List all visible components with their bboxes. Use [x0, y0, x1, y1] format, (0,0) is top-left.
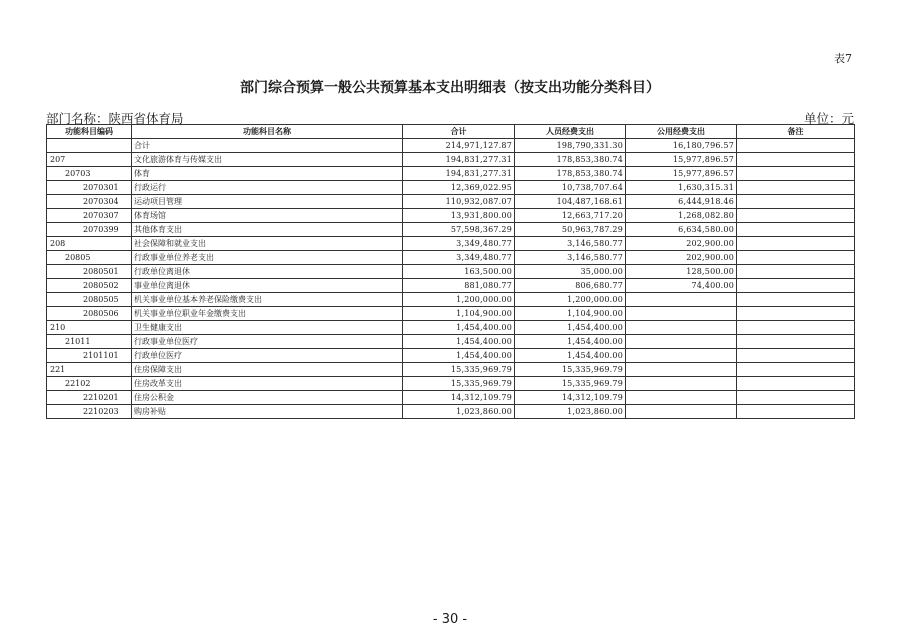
row-personnel: 104,487,168.61 [515, 195, 626, 209]
table-row [47, 209, 855, 223]
row-public: 74,400.00 [626, 279, 737, 293]
row-public: 15,977,896.57 [626, 167, 737, 181]
row-total: 3,349,480.77 [403, 237, 515, 251]
department-label: 部门名称：陕西省体育局 [46, 111, 184, 126]
row-total: 1,104,900.00 [403, 307, 515, 321]
table-row [47, 265, 855, 279]
header-note: 备注 [737, 125, 855, 139]
budget-table [46, 124, 855, 419]
row-total: 12,369,022.95 [403, 181, 515, 195]
row-total: 881,080.77 [403, 279, 515, 293]
table-row [47, 279, 855, 293]
row-total: 110,932,087.07 [403, 195, 515, 209]
row-public: 16,180,796.57 [626, 139, 737, 153]
row-total: 15,335,969.79 [403, 363, 515, 377]
row-total: 163,500.00 [403, 265, 515, 279]
row-name: 体育 [132, 167, 403, 181]
row-code: 20805 [47, 251, 132, 265]
row-note [737, 251, 855, 265]
header-name: 功能科目名称 [132, 125, 403, 139]
row-public [626, 349, 737, 363]
table-row [47, 153, 855, 167]
row-note [737, 139, 855, 153]
row-name: 住房保障支出 [132, 363, 403, 377]
table-row [47, 293, 855, 307]
table-row [47, 307, 855, 321]
header-total: 合计 [403, 125, 515, 139]
row-public: 202,900.00 [626, 237, 737, 251]
row-note [737, 377, 855, 391]
row-note [737, 307, 855, 321]
row-note [737, 349, 855, 363]
table-row [47, 405, 855, 419]
row-personnel: 1,104,900.00 [515, 307, 626, 321]
table-row [47, 139, 855, 153]
row-public [626, 335, 737, 349]
row-personnel: 15,335,969.79 [515, 363, 626, 377]
row-name: 机关事业单位职业年金缴费支出 [132, 307, 403, 321]
row-code: 2101101 [47, 349, 132, 363]
row-code: 2070304 [47, 195, 132, 209]
row-note [737, 335, 855, 349]
row-total: 1,454,400.00 [403, 335, 515, 349]
row-note [737, 405, 855, 419]
row-total: 1,023,860.00 [403, 405, 515, 419]
row-note [737, 265, 855, 279]
row-public: 1,630,315.31 [626, 181, 737, 195]
table-row [47, 349, 855, 363]
row-code: 22102 [47, 377, 132, 391]
row-name: 社会保障和就业支出 [132, 237, 403, 251]
row-personnel: 198,790,331.30 [515, 139, 626, 153]
row-code: 2210203 [47, 405, 132, 419]
row-name: 行政运行 [132, 181, 403, 195]
table-row [47, 167, 855, 181]
row-note [737, 363, 855, 377]
row-personnel: 3,146,580.77 [515, 251, 626, 265]
row-personnel: 15,335,969.79 [515, 377, 626, 391]
page-number: - 30 - [432, 612, 468, 627]
row-code: 2080506 [47, 307, 132, 321]
row-total: 1,454,400.00 [403, 321, 515, 335]
table-row [47, 363, 855, 377]
row-name: 事业单位离退休 [132, 279, 403, 293]
row-total: 194,831,277.31 [403, 167, 515, 181]
table-row [47, 335, 855, 349]
row-name: 文化旅游体育与传媒支出 [132, 153, 403, 167]
row-note [737, 153, 855, 167]
table-row [47, 195, 855, 209]
row-total: 15,335,969.79 [403, 377, 515, 391]
row-code: 2080501 [47, 265, 132, 279]
row-code: 2070301 [47, 181, 132, 195]
row-public: 6,444,918.46 [626, 195, 737, 209]
unit-label: 单位：元 [803, 111, 854, 126]
row-name: 行政单位医疗 [132, 349, 403, 363]
row-total: 194,831,277.31 [403, 153, 515, 167]
row-public: 1,268,082.80 [626, 209, 737, 223]
row-name: 体育场馆 [132, 209, 403, 223]
row-code: 2070399 [47, 223, 132, 237]
row-name: 合计 [132, 139, 403, 153]
row-code [47, 139, 132, 153]
row-total: 14,312,109.79 [403, 391, 515, 405]
row-name: 购房补贴 [132, 405, 403, 419]
row-note [737, 391, 855, 405]
row-code: 207 [47, 153, 132, 167]
row-public: 128,500.00 [626, 265, 737, 279]
row-total: 1,200,000.00 [403, 293, 515, 307]
row-name: 其他体育支出 [132, 223, 403, 237]
row-name: 行政单位离退休 [132, 265, 403, 279]
row-name: 行政事业单位医疗 [132, 335, 403, 349]
row-code: 2080505 [47, 293, 132, 307]
row-name: 住房公积金 [132, 391, 403, 405]
row-public [626, 405, 737, 419]
row-public [626, 307, 737, 321]
table-row [47, 391, 855, 405]
row-personnel: 14,312,109.79 [515, 391, 626, 405]
row-name: 卫生健康支出 [132, 321, 403, 335]
row-public [626, 363, 737, 377]
row-total: 13,931,800.00 [403, 209, 515, 223]
row-note [737, 279, 855, 293]
table-row [47, 237, 855, 251]
row-personnel: 178,853,380.74 [515, 167, 626, 181]
page-title: 部门综合预算一般公共预算基本支出明细表（按支出功能分类科目） [240, 80, 660, 96]
table-row [47, 251, 855, 265]
row-personnel: 50,963,787.29 [515, 223, 626, 237]
header-public: 公用经费支出 [626, 125, 737, 139]
row-note [737, 223, 855, 237]
row-total: 57,598,367.29 [403, 223, 515, 237]
row-code: 221 [47, 363, 132, 377]
row-personnel: 10,738,707.64 [515, 181, 626, 195]
row-public: 15,977,896.57 [626, 153, 737, 167]
table-number: 表7 [834, 52, 852, 65]
row-code: 20703 [47, 167, 132, 181]
row-name: 运动项目管理 [132, 195, 403, 209]
row-personnel: 3,146,580.77 [515, 237, 626, 251]
row-note [737, 293, 855, 307]
row-public [626, 391, 737, 405]
row-name: 行政事业单位养老支出 [132, 251, 403, 265]
row-total: 1,454,400.00 [403, 349, 515, 363]
row-note [737, 181, 855, 195]
row-name: 住房改革支出 [132, 377, 403, 391]
row-public [626, 377, 737, 391]
row-note [737, 237, 855, 251]
row-total: 214,971,127.87 [403, 139, 515, 153]
row-code: 2070307 [47, 209, 132, 223]
header-code: 功能科目编码 [47, 125, 132, 139]
table-row [47, 181, 855, 195]
row-note [737, 167, 855, 181]
row-total: 3,349,480.77 [403, 251, 515, 265]
row-personnel: 806,680.77 [515, 279, 626, 293]
table-row [47, 377, 855, 391]
row-code: 210 [47, 321, 132, 335]
row-name: 机关事业单位基本养老保险缴费支出 [132, 293, 403, 307]
table-row [47, 223, 855, 237]
row-personnel: 1,023,860.00 [515, 405, 626, 419]
row-public [626, 321, 737, 335]
row-code: 2080502 [47, 279, 132, 293]
row-code: 208 [47, 237, 132, 251]
row-personnel: 12,663,717.20 [515, 209, 626, 223]
header-personnel: 人员经费支出 [515, 125, 626, 139]
row-personnel: 1,200,000.00 [515, 293, 626, 307]
row-public: 202,900.00 [626, 251, 737, 265]
row-public: 6,634,580.00 [626, 223, 737, 237]
row-public [626, 293, 737, 307]
table-header-row [47, 125, 855, 139]
row-personnel: 1,454,400.00 [515, 335, 626, 349]
row-personnel: 1,454,400.00 [515, 349, 626, 363]
row-personnel: 178,853,380.74 [515, 153, 626, 167]
row-personnel: 35,000.00 [515, 265, 626, 279]
row-code: 21011 [47, 335, 132, 349]
row-note [737, 321, 855, 335]
row-note [737, 195, 855, 209]
table-row [47, 321, 855, 335]
row-personnel: 1,454,400.00 [515, 321, 626, 335]
row-code: 2210201 [47, 391, 132, 405]
row-note [737, 209, 855, 223]
